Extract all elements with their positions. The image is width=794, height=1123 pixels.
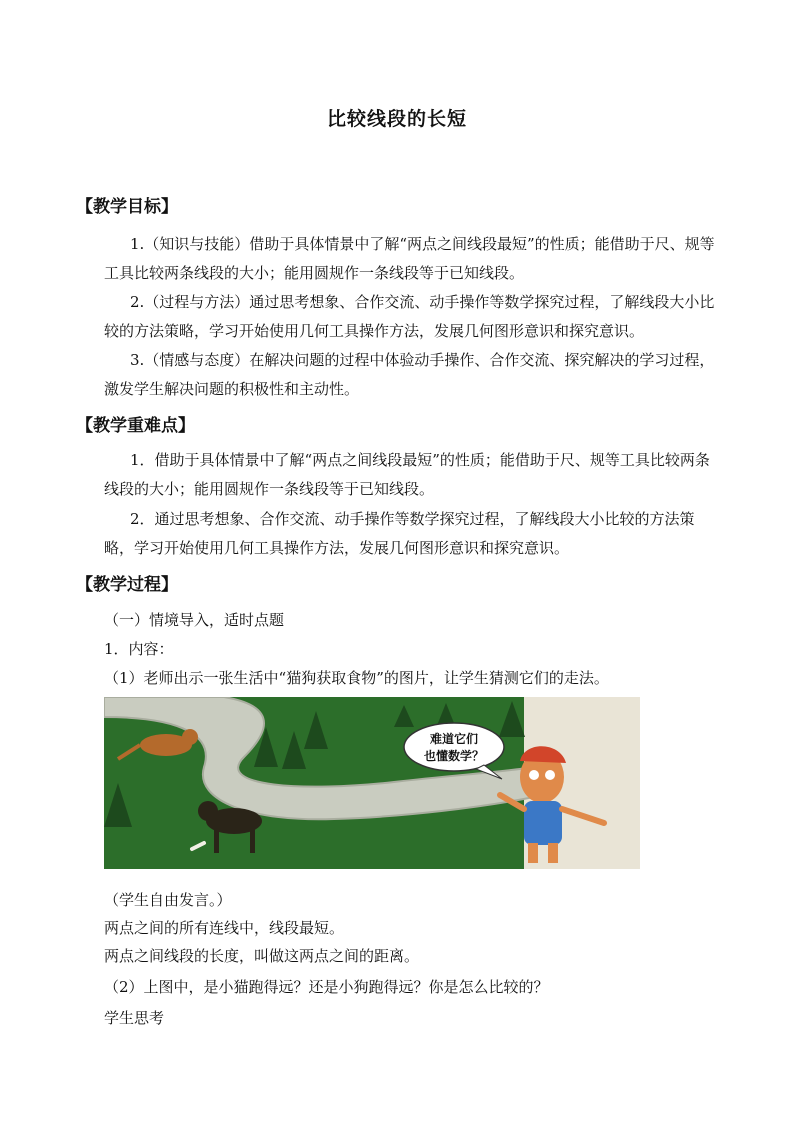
cat-dog-food-illustration bbox=[104, 697, 640, 869]
goal-1 bbox=[104, 230, 720, 288]
after-text-4: 学生思考 bbox=[104, 1009, 165, 1027]
key-point-2 bbox=[104, 505, 720, 563]
after-text-1: （学生自由发言。） bbox=[104, 891, 232, 909]
process-step-1: （一）情境导入，适时点题 bbox=[104, 611, 285, 629]
content-label: 1．内容： bbox=[104, 640, 174, 658]
heading-teaching-process: 【教学过程】 bbox=[76, 575, 178, 595]
goal-3 bbox=[104, 346, 720, 404]
bubble-text-line1: 难道它们 bbox=[429, 732, 479, 746]
heading-key-difficult-points: 【教学重难点】 bbox=[76, 416, 195, 436]
goal-1-text: 1.（知识与技能）借助于具体情景中了解“两点之间线段最短”的性质；能借助于尺、规等工具比较两条线段的大小；能用圆规作一条线段等于已知线段。 bbox=[104, 235, 715, 282]
goal-3-text: 3.（情感与态度）在解决问题的过程中体验动手操作、合作交流、探究解决的学习过程，激发学生解决问题的积极性和主动性。 bbox=[104, 351, 715, 398]
key-point-1-text: 1．借助于具体情景中了解“两点之间线段最短”的性质；能借助于尺、规等工具比较两条线段的大小；能用圆规作一条线段等于已知线段。 bbox=[104, 451, 710, 498]
goal-2 bbox=[104, 288, 720, 346]
speech-bubble bbox=[404, 723, 504, 771]
after-text-3: 两点之间线段的长度，叫做这两点之间的距离。 bbox=[104, 947, 420, 965]
process-item-1: （1）老师出示一张生活中“猫狗获取食物”的图片，让学生猜测它们的走法。 bbox=[104, 669, 609, 687]
key-point-2-text: 2．通过思考想象、合作交流、动手操作等数学探究过程，了解线段大小比较的方法策略，学习开始使用几何工具操作方法，发展几何图形意识和探究意识。 bbox=[104, 510, 695, 557]
process-item-2: （2）上图中，是小猫跑得远？还是小狗跑得远？你是怎么比较的？ bbox=[104, 978, 549, 996]
bubble-text-line2: 也懂数学？ bbox=[423, 749, 485, 763]
key-point-1 bbox=[104, 446, 720, 504]
heading-teaching-goals: 【教学目标】 bbox=[76, 197, 178, 217]
page-title: 比较线段的长短 bbox=[326, 108, 467, 130]
goal-2-text: 2.（过程与方法）通过思考想象、合作交流、动手操作等数学探究过程，了解线段大小比较的方法策略，学习开始使用几何工具操作方法，发展几何图形意识和探究意识。 bbox=[104, 293, 715, 340]
after-text-2: 两点之间的所有连线中，线段最短。 bbox=[104, 919, 345, 937]
